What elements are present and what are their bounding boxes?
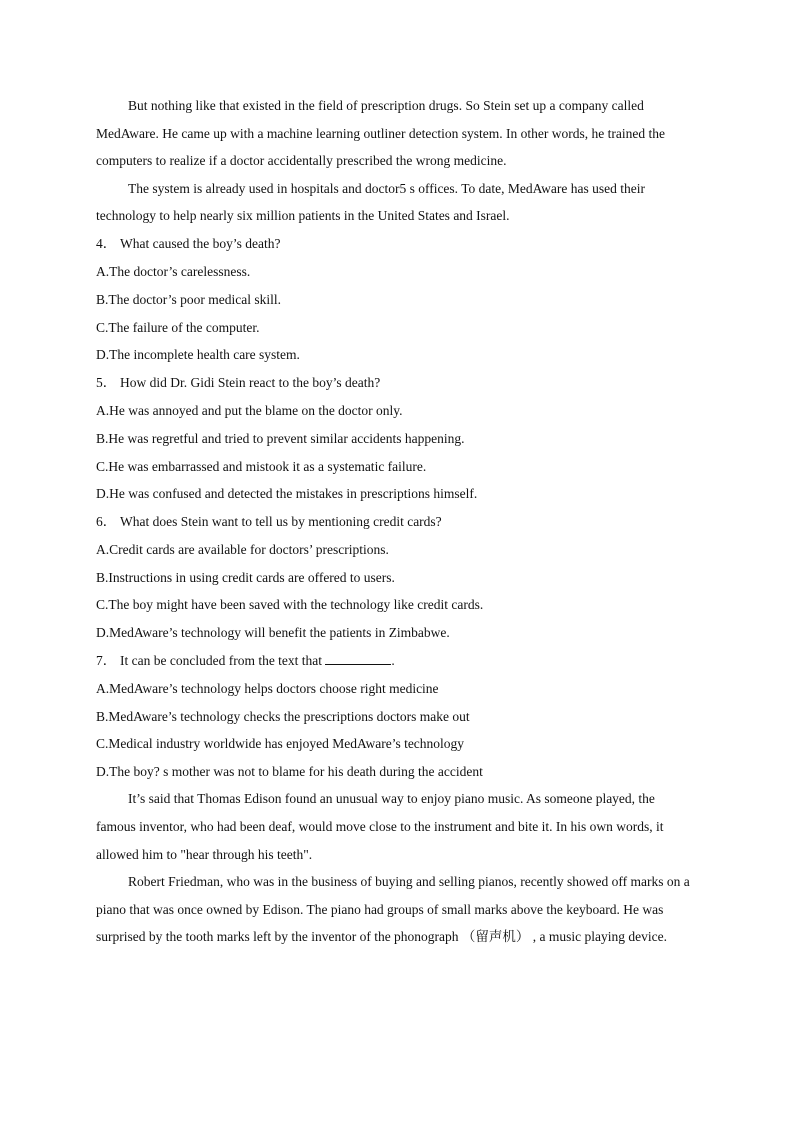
question-text: It can be concluded from the text that xyxy=(120,652,323,668)
paragraph-friedman-marks: Robert Friedman, who was in the business of buying and selling pianos, recently showed off marks on a piano that was once owned by Edison. The piano had groups of small marks above the keyboard. He was surprised by the tooth marks left by the inventor of the phonograph （留声机） , a music playing device. xyxy=(96,874,690,945)
option-d: D.The boy? s mother was not to blame for his death during the accident xyxy=(96,763,483,779)
option-a: A.He was annoyed and put the blame on the doctor only. xyxy=(96,403,403,419)
option-a: A.The doctor’s carelessness. xyxy=(96,264,251,280)
answer-blank xyxy=(325,654,391,665)
option-d: D.The incomplete health care system. xyxy=(96,347,300,363)
option-c: C.The boy might have been saved with the technology like credit cards. xyxy=(96,597,484,613)
option-b: B.MedAware’s technology checks the prescriptions doctors make out xyxy=(96,708,470,724)
question-number: 5． xyxy=(96,374,117,390)
question-stem xyxy=(96,369,696,398)
question-number: 7． xyxy=(96,652,117,668)
option-b: B.The doctor’s poor medical skill. xyxy=(96,292,281,308)
paragraph-edison-piano: It’s said that Thomas Edison found an unusual way to enjoy piano music. As someone played, the famous inventor, who had been deaf, would move close to the instrument and bite it. In his own words, it allowed him to "hear through his teeth". xyxy=(96,791,664,862)
option-d: D.He was confused and detected the mistakes in prescriptions himself. xyxy=(96,486,478,502)
question-stem-end: . xyxy=(391,652,395,668)
question-7 xyxy=(96,647,696,786)
question-5 xyxy=(96,369,696,508)
paragraph-medaware-intro: But nothing like that existed in the field of prescription drugs. So Stein set up a company called MedAware. He came up with a machine learning outliner detection system. In other words, he trained the computers to realize if a doctor accidentally prescribed the wrong medicine. xyxy=(96,98,665,169)
option-b: B.He was regretful and tried to prevent similar accidents happening. xyxy=(96,430,465,446)
document-content xyxy=(96,92,696,951)
question-stem xyxy=(96,508,696,537)
option-c: C.The failure of the computer. xyxy=(96,319,260,335)
question-text: What does Stein want to tell us by mentioning credit cards? xyxy=(120,513,442,529)
option-b: B.Instructions in using credit cards are offered to users. xyxy=(96,569,395,585)
question-number: 4． xyxy=(96,235,117,251)
option-a: A.Credit cards are available for doctors’ prescriptions. xyxy=(96,542,389,558)
option-c: C.Medical industry worldwide has enjoyed MedAware’s technology xyxy=(96,736,465,752)
option-d: D.MedAware’s technology will benefit the patients in Zimbabwe. xyxy=(96,625,450,640)
option-a: A.MedAware’s technology helps doctors choose right medicine xyxy=(96,681,439,697)
paragraph-medaware-usage: The system is already used in hospitals and doctor5 s offices. To date, MedAware has used their technology to help nearly six million patients in the United States and Israel. xyxy=(96,180,645,224)
question-4 xyxy=(96,230,696,369)
question-6 xyxy=(96,508,696,647)
question-stem xyxy=(96,230,696,259)
question-number: 6． xyxy=(96,513,117,529)
question-text: How did Dr. Gidi Stein react to the boy’s death? xyxy=(120,374,381,390)
option-c: C.He was embarrassed and mistook it as a systematic failure. xyxy=(96,458,427,474)
question-text: What caused the boy’s death? xyxy=(120,235,281,251)
question-stem xyxy=(96,647,696,676)
